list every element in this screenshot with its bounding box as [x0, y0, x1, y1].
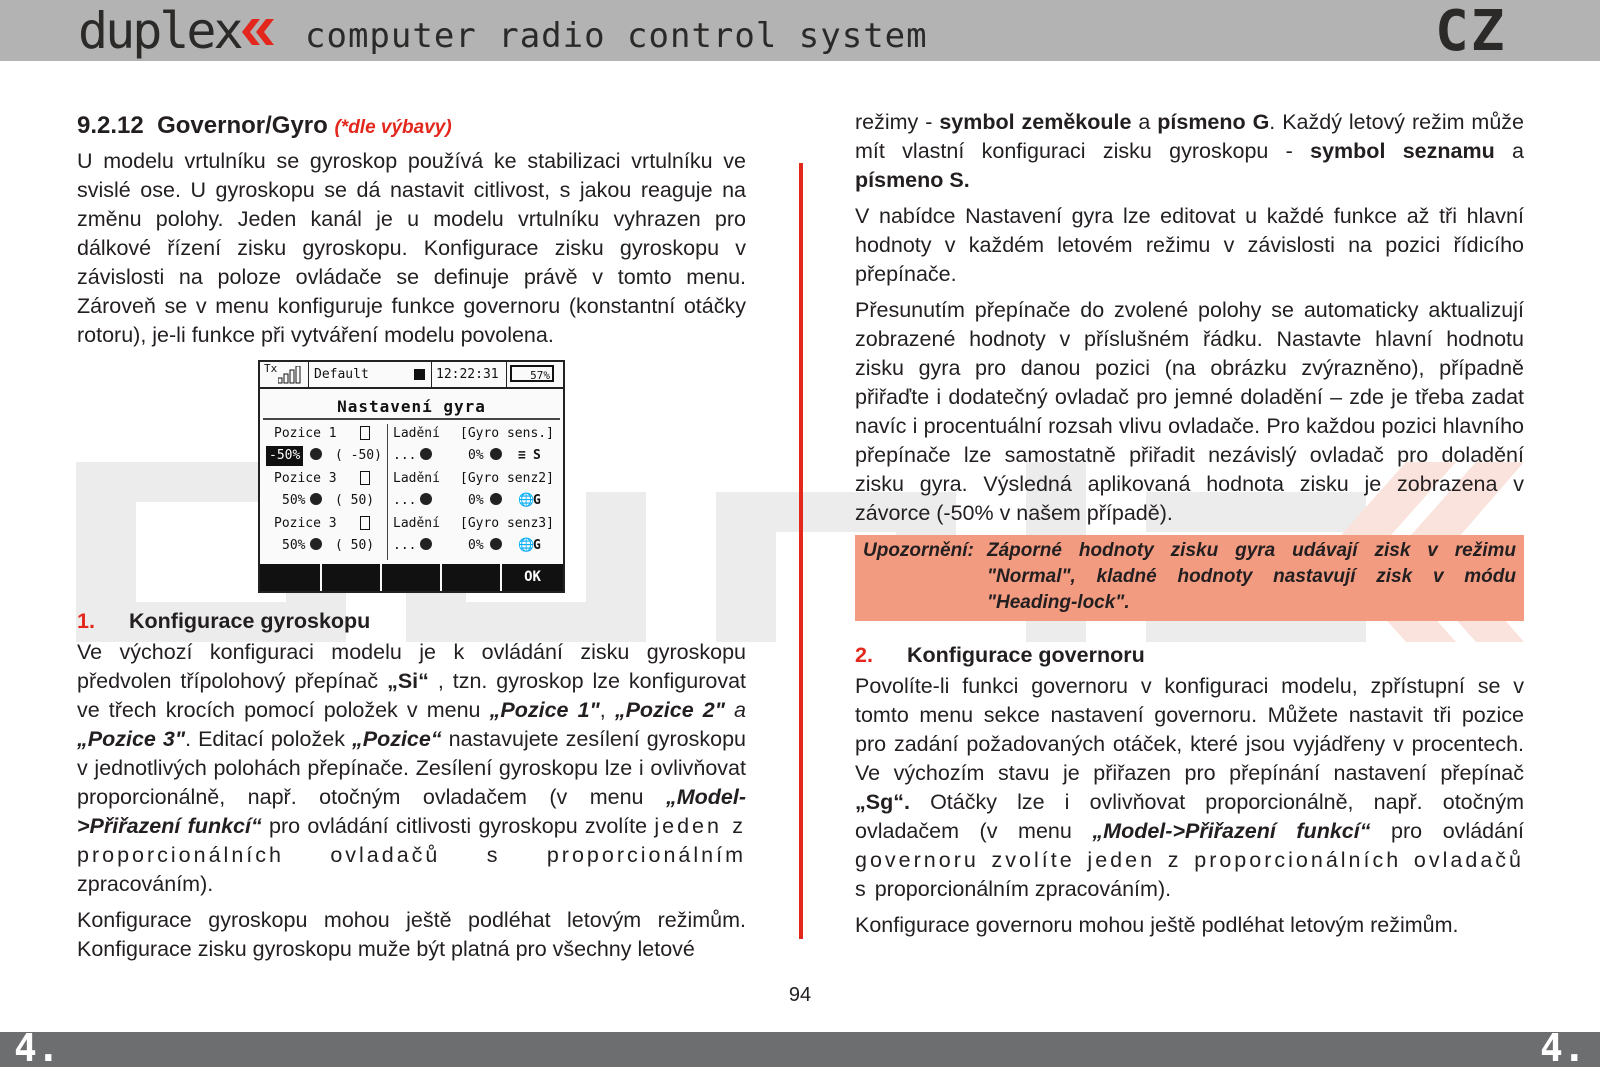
page-number: 94 — [788, 984, 812, 1006]
adjust-icon — [420, 446, 432, 466]
model-name: Default — [314, 367, 369, 382]
tune-percent[interactable]: 0% — [468, 538, 484, 553]
signal-icon — [278, 366, 304, 384]
result-value: ( 50) — [335, 493, 375, 508]
column-divider — [799, 163, 803, 939]
language-code: CZ — [1435, 0, 1507, 64]
gyro-row-2[interactable] — [260, 469, 563, 513]
gyro-row-3[interactable] — [260, 514, 563, 558]
brand-arrows-icon — [238, 17, 274, 47]
gyro-config-paragraph: Ve výchozí konfiguraci modelu je k ovládání zisku gyroskopu předvolen třípolohový přepínač „Si“ , tzn. gyroskop lze konfigurovat ve třech krocích pomocí položek v menu „Pozice 1", „Pozice 2" a „Pozice 3". Editací položek „Pozice“ nastavujete zesílení gyroskopu v jednotlivých polohách přepínače. Zesílení gyroskopu lze i ovlivňovat proporcionálně, např. otočným ovladačem (v menu „Model->Přiřazení funkcí“ pro ovládání citlivosti gyroskopu zvolíte jeden z proporcionálních ovladačů s proporcionálním zpracováním). — [77, 640, 746, 896]
result-value: ( -50) — [335, 448, 382, 463]
tune-value[interactable]: ... — [393, 538, 417, 553]
subsection-title: Konfigurace gyroskopu — [129, 609, 371, 633]
position-label: Pozice 3 — [274, 516, 337, 531]
mode-letter: G — [533, 493, 541, 508]
adjust-icon — [310, 446, 322, 466]
adjust-icon — [420, 536, 432, 556]
mode-letter: S — [533, 448, 541, 463]
governor-modes-paragraph: Konfigurace governoru mohou ještě podléhat letovým režimům. — [855, 913, 1459, 937]
gyro-name: [Gyro senz2] — [460, 471, 554, 486]
adjust-icon — [420, 491, 432, 511]
tune-label: Ladění — [393, 516, 440, 531]
gain-value[interactable]: 50% — [282, 493, 306, 508]
switch-icon — [360, 516, 370, 530]
warning-label: Upozornění: — [863, 540, 974, 561]
screen-status-bar — [260, 362, 563, 389]
tune-percent[interactable]: 0% — [468, 493, 484, 508]
page-header — [0, 0, 1600, 64]
mode-letter: G — [533, 538, 541, 553]
battery-icon — [510, 365, 554, 382]
subsection-2-heading — [855, 641, 1524, 670]
tune-label: Ladění — [393, 426, 440, 441]
screen-title: Nastavení gyra — [337, 397, 486, 416]
section-title: Governor/Gyro — [157, 112, 328, 139]
battery-value: 57% — [530, 369, 550, 382]
result-value: ( 50) — [335, 538, 375, 553]
page-footer — [0, 1026, 1600, 1070]
intro-paragraph: U modelu vrtulníku se gyroskop používá ke stabilizaci vrtulníku ve svislé ose. U gyroskopu se dá nastavit citlivost, s jakou reaguje na změnu polohy. Jeden kanál je u modelu vrtulníku vyhrazen pro dálkové řízení zisku gyroskopu. Konfigurace zisku gyroskopu v závislosti na poloze ovládače se definuje právě v tomto menu. Zároveň se v menu konfiguruje funkce governoru (konstantní otáčky rotoru), je-li funkce při vytváření modelu povolena. — [77, 149, 746, 347]
adjust-icon — [490, 446, 502, 466]
gyro-name: [Gyro sens.] — [460, 426, 554, 441]
tune-value[interactable]: ... — [393, 448, 417, 463]
switch-icon — [360, 426, 370, 440]
tx-label: Tx — [264, 362, 278, 375]
chapter-left: 4. — [14, 1026, 60, 1070]
adjust-icon — [490, 491, 502, 511]
adjust-icon — [490, 536, 502, 556]
section-note: (*dle výbavy) — [334, 117, 452, 138]
modes-paragraph: režimy - symbol zeměkoule a písmeno G. Každý letový režim může mít vlastní konfiguraci zisku gyroskopu - symbol seznamu a písmeno S. — [855, 110, 1524, 192]
brand-logo: duplex — [78, 2, 241, 60]
section-number: 9.2.12 — [77, 112, 144, 139]
warning-box — [855, 535, 1524, 621]
subsection-number: 1. — [77, 609, 95, 633]
tune-label: Ladění — [393, 471, 440, 486]
header-tagline: computer radio control system — [305, 16, 928, 56]
clock: 12:22:31 — [436, 367, 499, 382]
switch-icon — [360, 471, 370, 485]
gyro-name: [Gyro senz3] — [460, 516, 554, 531]
globe-icon: 🌐 — [518, 538, 535, 553]
list-icon: ≡ — [518, 448, 526, 463]
gain-value[interactable]: -50% — [266, 446, 303, 466]
switch-paragraph: Přesunutím přepínače do zvolené polohy se automaticky aktualizují zobrazené hodnoty v příslušném řádku. Nastavte hlavní hodnotu zisku gyra pro danou pozici (na obrázku zvýrazněno), případně přiřaďte i dodatečný ovladač pro jemné doladění – zde je třeba zadat navíc i procentuální rozsah vlivu ovladače. Pro každou pozici hlavního přepínače lze samostatně přiřadit nezávislý ovladač pro doladění zisku gyra. Výsledná aplikovaná hodnota zisku je zobrazena v závorce (-50% v našem případě). — [855, 298, 1524, 525]
screen-softkey-bar — [260, 564, 563, 591]
warning-text: Záporné hodnoty zisku gyra udávají zisk v režimu "Normal", kladné hodnoty nastavují zisk v módu "Heading-lock". — [987, 540, 1516, 613]
tune-value[interactable]: ... — [393, 493, 417, 508]
gyro-row-1[interactable] — [260, 424, 563, 468]
governor-paragraph: Povolíte-li funkci governoru v konfiguraci modelu, zpřístupní se v tomto menu sekce nastavení governoru. Můžete nastavit tři pozice pro zadání požadovaných otáček, které jsou vyjádřeny v procentech. Ve výchozím stavu je přiřazen pro přepínání nastavení přepínač „Sg“. Otáčky lze i ovlivňovat proporcionálně, např. otočným ovladačem (v menu „Model->Přiřazení funkcí“ pro ovládání governoru zvolíte jeden z proporcionálních ovladačů s proporcionálním zpracováním). — [855, 674, 1524, 901]
subsection-1-heading — [77, 607, 746, 636]
gyro-settings-screenshot — [258, 360, 565, 593]
flight-modes-paragraph: Konfigurace gyroskopu mohou ještě podléhat letovým režimům. Konfigurace zisku gyroskopu muže být platná pro všechny letové — [77, 908, 746, 961]
adjust-icon — [310, 536, 322, 556]
tune-percent[interactable]: 0% — [468, 448, 484, 463]
ok-button[interactable]: OK — [524, 569, 541, 585]
adjust-icon — [310, 491, 322, 511]
position-label: Pozice 1 — [274, 426, 337, 441]
subsection-title: Konfigurace governoru — [907, 643, 1145, 667]
model-icon — [414, 369, 425, 380]
globe-icon: 🌐 — [518, 493, 535, 508]
gyro-menu-paragraph: V nabídce Nastavení gyra lze editovat u každé funkce až tři hlavní hodnoty v každém letovém režimu v závislosti na pozici řídicího přepínače. — [855, 204, 1524, 286]
left-column — [77, 108, 746, 971]
gain-value[interactable]: 50% — [282, 538, 306, 553]
right-column — [855, 108, 1524, 947]
section-heading — [77, 110, 746, 144]
position-label: Pozice 3 — [274, 471, 337, 486]
chapter-right: 4. — [1540, 1026, 1586, 1070]
subsection-number: 2. — [855, 643, 873, 667]
